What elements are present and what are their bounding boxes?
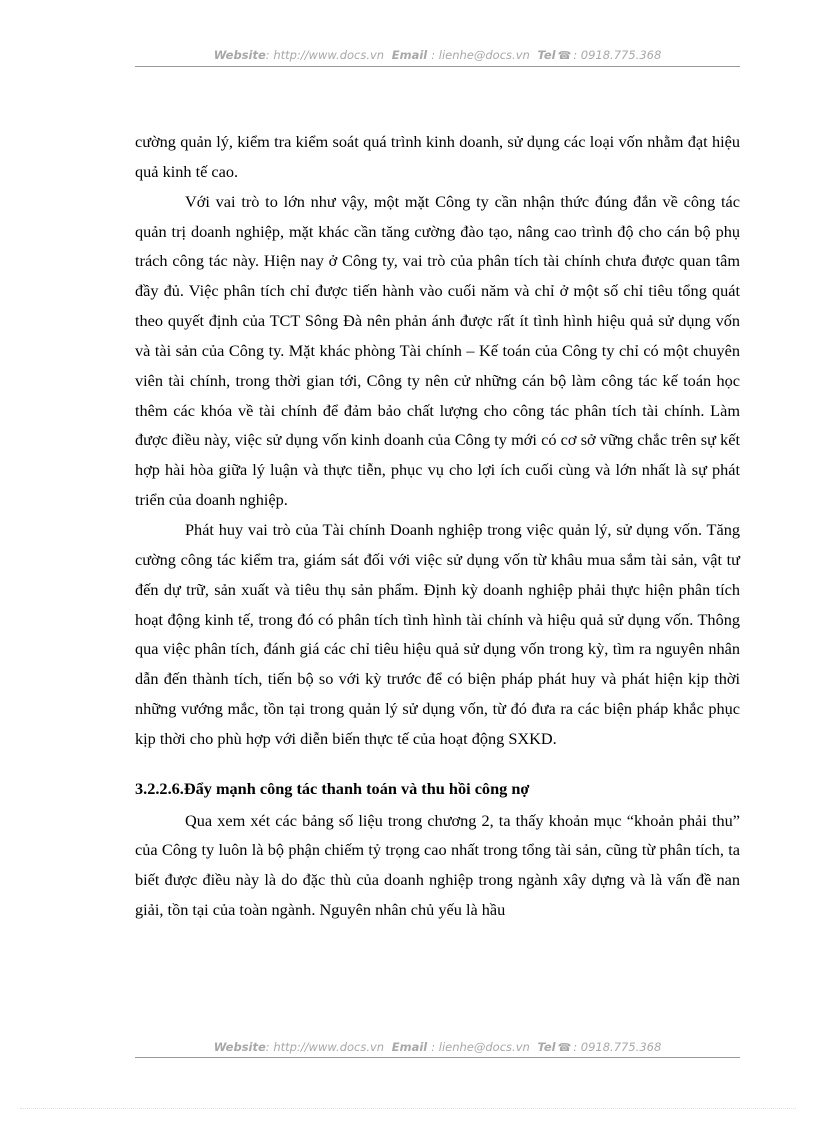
header-tel-value: : 0918.775.368: [573, 48, 662, 62]
phone-icon: ☎: [557, 1041, 572, 1054]
page-header: [135, 48, 740, 62]
footer-tel-value: : 0918.775.368: [573, 1040, 662, 1054]
body-paragraph-1: cường quản lý, kiểm tra kiểm soát quá trình kinh doanh, sử dụng các loại vốn nhằm đạt hiệu quả kinh tế cao.: [135, 132, 740, 181]
phone-icon: ☎: [557, 49, 572, 62]
body-paragraph-3: Phát huy vai trò của Tài chính Doanh nghiệp trong việc quản lý, sử dụng vốn. Tăng cường công tác kiểm tra, giám sát đối với việc sử dụng vốn từ khâu mua sắm tài sản, vật tư đến dự trữ, sản xuất và tiêu thụ sản phẩm. Định kỳ doanh nghiệp phải thực hiện phân tích hoạt động kinh tế, trong đó có phân tích tình hình tài chính và hiệu quả sử dụng vốn. Thông qua việc phân tích, đánh giá các chỉ tiêu hiệu quả sử dụng vốn trong kỳ, tìm ra nguyên nhân dẫn đến thành tích, tiến bộ so với kỳ trước để có biện pháp phát huy và phát hiện kịp thời những vướng mắc, tồn tại trong quản lý sử dụng vốn, từ đó đưa ra các biện pháp khắc phục kịp thời cho phù hợp với diễn biến thực tế của hoạt động SXKD.: [135, 519, 740, 748]
footer-email-label: Email: [391, 1040, 428, 1054]
footer-website-value[interactable]: : http://www.docs.vn: [265, 1040, 385, 1054]
header-email-value[interactable]: : lienhe@docs.vn: [431, 48, 530, 62]
footer-rule: [135, 1057, 740, 1058]
footer-email-value[interactable]: : lienhe@docs.vn: [431, 1040, 530, 1054]
header-website-label: Website: [213, 48, 266, 62]
document-body: [135, 127, 740, 925]
footer-tel-label: Tel: [537, 1040, 556, 1054]
page-edge-divider: [20, 1108, 796, 1109]
header-tel-label: Tel: [537, 48, 556, 62]
section-heading: 3.2.2.6.Đẩy mạnh công tác thanh toán và thu hồi công nợ: [135, 778, 530, 798]
header-rule: [135, 66, 740, 67]
header-website-value[interactable]: : http://www.docs.vn: [265, 48, 385, 62]
header-email-label: Email: [391, 48, 428, 62]
page-footer: [135, 1040, 740, 1054]
body-paragraph-4: Qua xem xét các bảng số liệu trong chương 2, ta thấy khoản mục “khoản phải thu” của Công ty luôn là bộ phận chiếm tỷ trọng cao nhất trong tổng tài sản, cũng từ phân tích, ta biết được điều này là do đặc thù của doanh nghiệp trong ngành xây dựng và là vấn đề nan giải, tồn tại của toàn ngành. Nguyên nhân chủ yếu là hầu: [135, 810, 740, 920]
footer-website-label: Website: [213, 1040, 266, 1054]
body-paragraph-2: Với vai trò to lớn như vậy, một mặt Công ty cần nhận thức đúng đắn về công tác quản trị doanh nghiệp, mặt khác cần tăng cường đào tạo, nâng cao trình độ cho cán bộ phụ trách công tác này. Hiện nay ở Công ty, vai trò của phân tích tài chính chưa được quan tâm đầy đủ. Việc phân tích chỉ được tiến hành vào cuối năm và chỉ ở một số chỉ tiêu tổng quát theo quyết định của TCT Sông Đà nên phản ánh được rất ít tình hình hiệu quả sử dụng vốn và tài sản của Công ty. Mặt khác phòng Tài chính – Kế toán của Công ty chỉ có một chuyên viên tài chính, trong thời gian tới, Công ty nên cử những cán bộ làm công tác kế toán học thêm các khóa về tài chính để đảm bảo chất lượng cho công tác phân tích tài chính. Làm được điều này, việc sử dụng vốn kinh doanh của Công ty mới có cơ sở vững chắc trên sự kết hợp hài hòa giữa lý luận và thực tiễn, phục vụ cho lợi ích cuối cùng và lớn nhất là sự phát triển của doanh nghiệp.: [135, 191, 740, 510]
